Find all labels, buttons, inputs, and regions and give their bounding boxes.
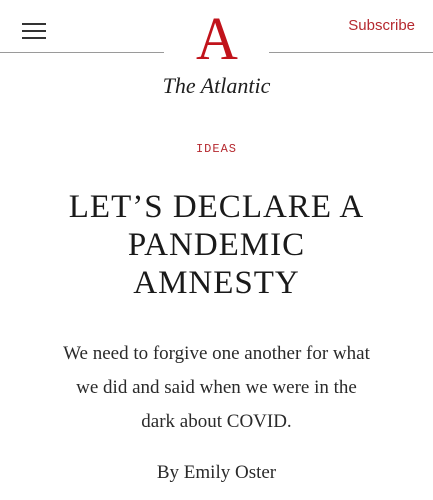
subscribe-link[interactable]: Subscribe xyxy=(348,17,415,34)
menu-bar xyxy=(22,37,46,39)
site-header xyxy=(0,0,433,73)
byline xyxy=(0,462,433,484)
article-dek xyxy=(25,337,408,439)
dek-line: we did and said when we were in the xyxy=(76,377,357,398)
article-headline xyxy=(20,188,413,302)
author-name[interactable]: Emily Oster xyxy=(183,462,277,483)
dek-line: We need to forgive one another for what xyxy=(63,343,370,364)
headline-line: PANDEMIC xyxy=(127,227,306,263)
header-divider-left xyxy=(0,52,164,53)
header-divider-right xyxy=(269,52,433,53)
section-label[interactable]: IDEAS xyxy=(195,142,237,156)
menu-bar xyxy=(22,23,46,25)
headline-line: LET’S DECLARE A xyxy=(68,189,365,225)
dek-line: dark about COVID. xyxy=(141,411,292,432)
site-wordmark[interactable]: The Atlantic xyxy=(162,73,271,98)
headline-line: AMNESTY xyxy=(133,265,300,301)
atlantic-logo[interactable]: A xyxy=(196,4,238,73)
byline-prefix: By xyxy=(156,462,180,483)
menu-bar xyxy=(22,30,46,32)
hamburger-menu-icon[interactable] xyxy=(22,21,46,41)
